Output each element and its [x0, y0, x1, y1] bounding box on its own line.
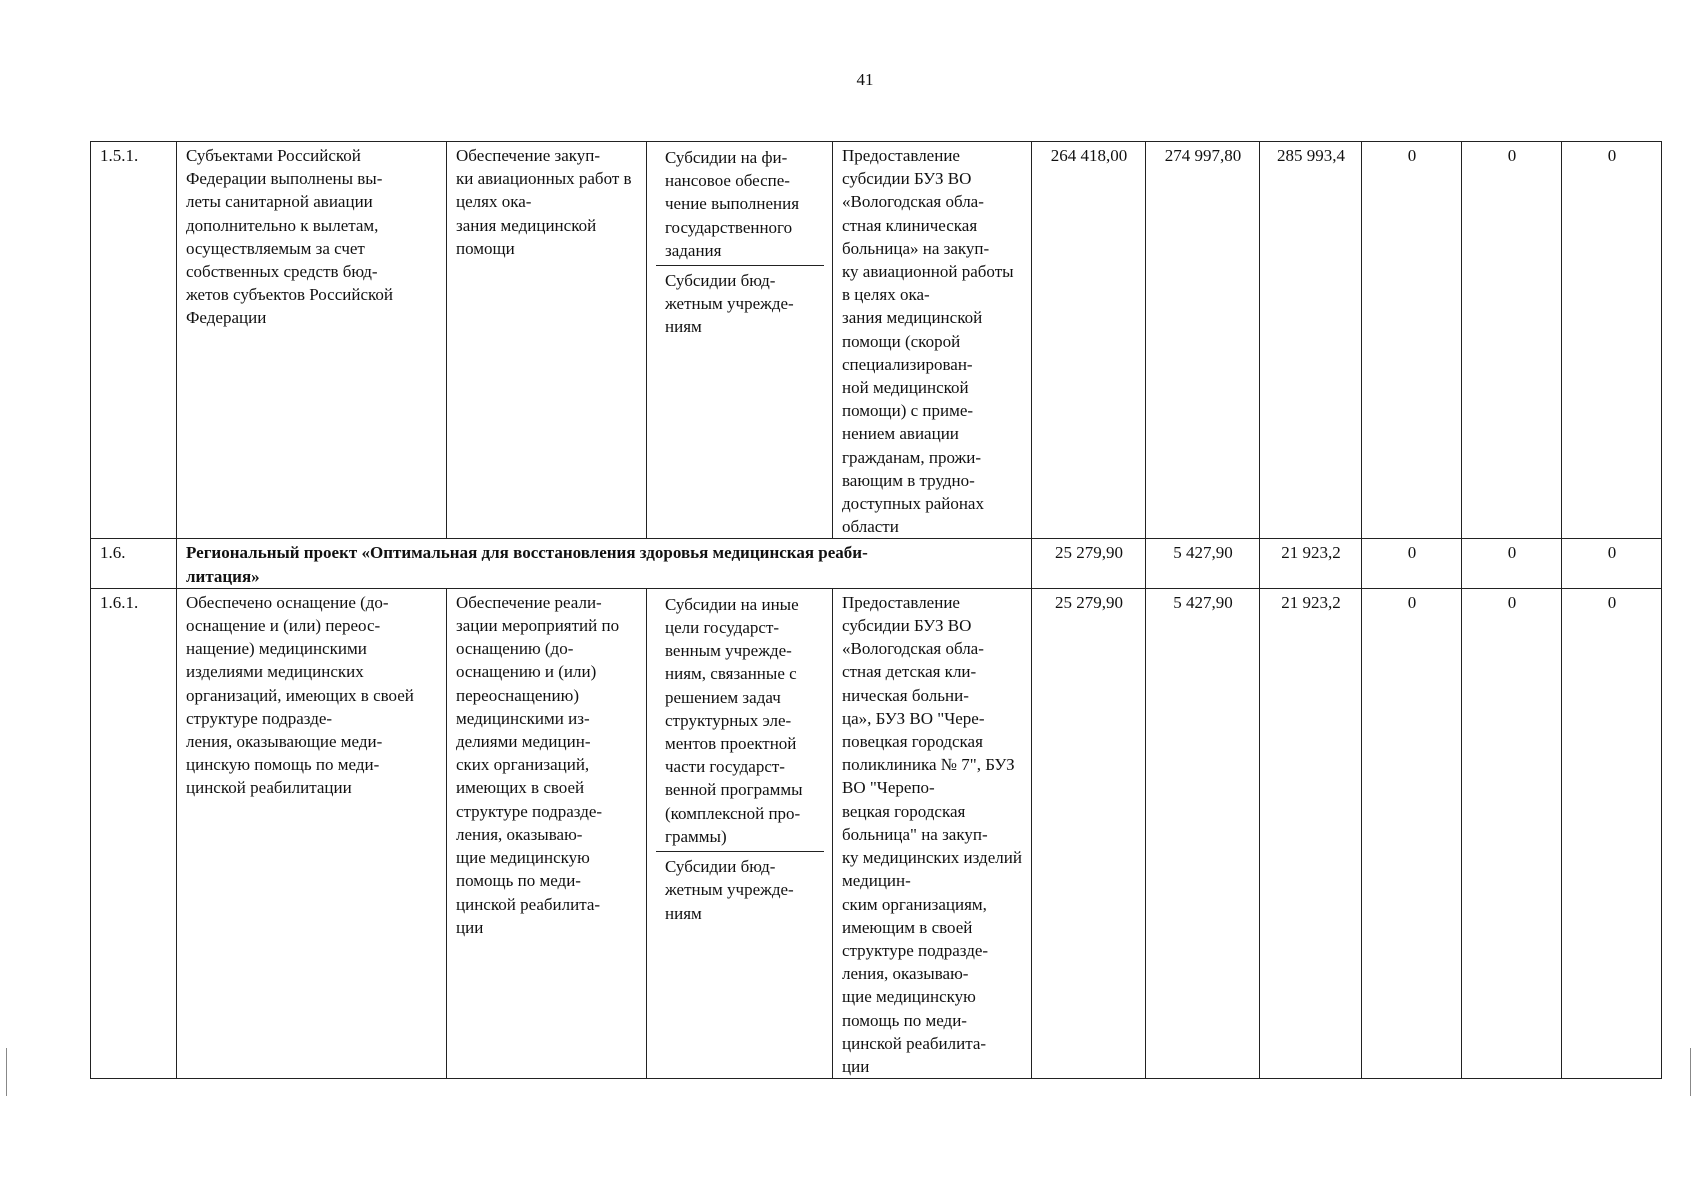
- row-code: 1.6.1.: [91, 588, 177, 1078]
- value-cell: 274 997,80: [1146, 142, 1260, 539]
- event-cell: Обеспечение реали- зации мероприятий по оснащению (до- оснащению и (или) переоснащению) медицинскими из- делиями медицин- ских организаций, имеющих в своей структуре подразде- ления, оказываю- щие медицинскую помощь по меди- цинской реабилита- ции: [447, 588, 647, 1078]
- value-cell: 0: [1462, 539, 1562, 588]
- value-cell: 25 279,90: [1032, 539, 1146, 588]
- value-cell: 0: [1462, 588, 1562, 1078]
- table-row: [91, 142, 1662, 539]
- result-cell: Субъектами Российской Федерации выполнены вы- леты санитарной авиации дополнительно к вылетам, осуществляемым за счет собственных средств бюд- жетов субъектов Российской Федерации: [177, 142, 447, 539]
- result-cell: Обеспечено оснащение (до- оснащение и (или) переос- нащение) медицинскими изделиями медицинских организаций, имеющих в своей структуре подразде- ления, оказывающие меди- цинскую помощь по меди- цинской реабилитации: [177, 588, 447, 1078]
- value-cell: 25 279,90: [1032, 588, 1146, 1078]
- value-cell: 264 418,00: [1032, 142, 1146, 539]
- value-cell: 21 923,2: [1260, 588, 1362, 1078]
- subsidy-cell: [647, 142, 833, 539]
- left-edge-mark: [6, 1048, 7, 1096]
- event-cell: Обеспечение закуп- ки авиационных работ в целях ока- зания медицинской помощи: [447, 142, 647, 539]
- value-cell: 0: [1562, 539, 1662, 588]
- table-row: [91, 588, 1662, 1078]
- value-cell: 5 427,90: [1146, 588, 1260, 1078]
- description-cell: Предоставление субсидии БУЗ ВО «Вологодская обла- стная клиническая больница» на закуп- ку авиационной работы в целях ока- зания медицинской помощи (скорой специализирован- ной медицинской помощи) с приме- нением авиации гражданам, прожи- вающим в трудно- доступных районах области: [833, 142, 1032, 539]
- table-row: [91, 539, 1662, 588]
- value-cell: 21 923,2: [1260, 539, 1362, 588]
- value-cell: 0: [1362, 539, 1462, 588]
- value-cell: 285 993,4: [1260, 142, 1362, 539]
- value-cell: 0: [1462, 142, 1562, 539]
- row-code: 1.5.1.: [91, 142, 177, 539]
- right-edge-mark: [1690, 1048, 1691, 1096]
- subsidy-type-2: Субсидии бюд- жетным учрежде- ниям: [665, 857, 794, 923]
- row-code: 1.6.: [91, 539, 177, 588]
- subsidy-type-2: Субсидии бюд- жетным учрежде- ниям: [665, 271, 794, 337]
- value-cell: 5 427,90: [1146, 539, 1260, 588]
- description-cell: Предоставление субсидии БУЗ ВО «Вологодская обла- стная детская кли- ническая больни- ца», БУЗ ВО "Чере- повецкая городская поликлиника № 7", БУЗ ВО "Черепо- вецкая городская больница" на закуп- ку медицинских изделий медицин- ским организациям, имеющим в своей структуре подразде- ления, оказываю- щие медицинскую помощь по меди- цинской реабилита- ции: [833, 588, 1032, 1078]
- subsidy-type-1: Субсидии на иные цели государст- венным учрежде- ниям, связанные с решением задач структурных эле- ментов проектной части государст- венной программы (комплексной про- граммы): [656, 591, 824, 852]
- value-cell: 0: [1562, 142, 1662, 539]
- value-cell: 0: [1562, 588, 1662, 1078]
- budget-table: [90, 141, 1662, 1079]
- project-title: Региональный проект «Оптимальная для восстановления здоровья медицинская реаби- литация»: [177, 539, 1032, 588]
- value-cell: 0: [1362, 588, 1462, 1078]
- page-number: 41: [856, 70, 874, 89]
- subsidy-type-1: Субсидии на фи- нансовое обеспе- чение выполнения государственного задания: [656, 144, 824, 266]
- subsidy-cell: [647, 588, 833, 1078]
- value-cell: 0: [1362, 142, 1462, 539]
